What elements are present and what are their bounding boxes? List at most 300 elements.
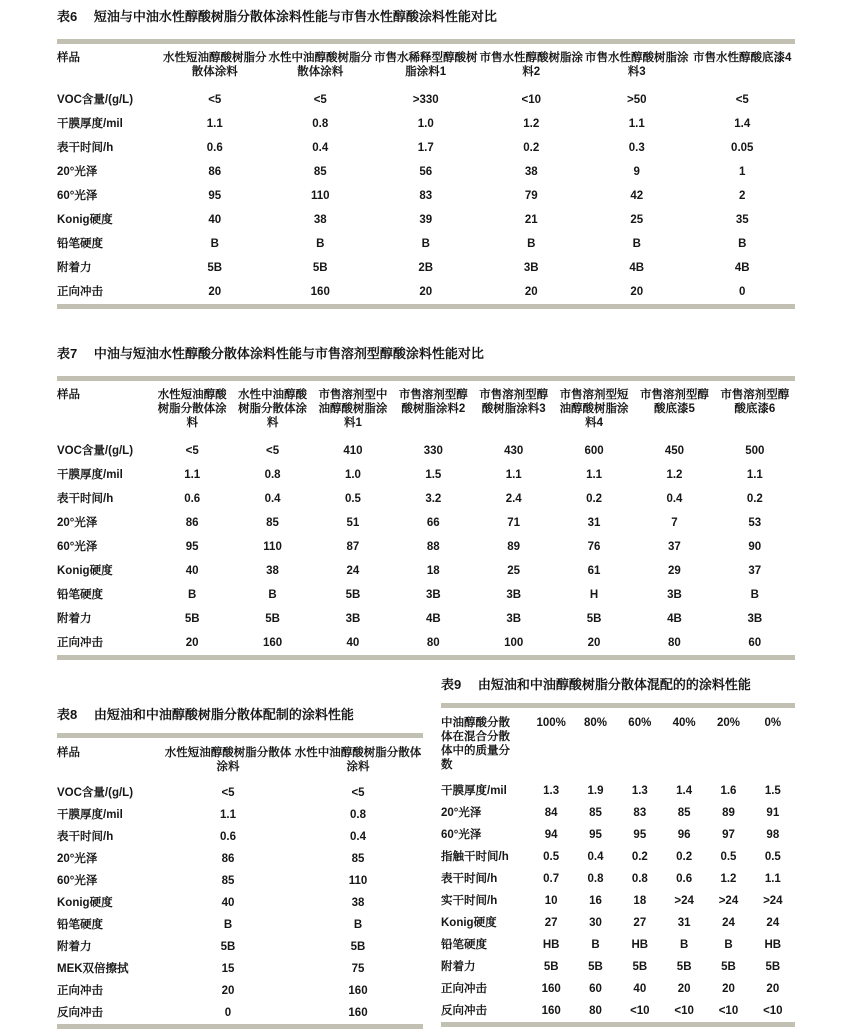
table-row	[57, 892, 423, 914]
cell: 1.1	[746, 469, 763, 481]
row-label: 干膜厚度/mil	[57, 809, 123, 821]
table-number: 表8	[57, 707, 78, 722]
cell: 0.2	[676, 851, 693, 863]
cell: <10	[718, 1005, 739, 1017]
cell: 0.05	[731, 142, 754, 154]
cell: 85	[266, 517, 279, 529]
table-head	[57, 736, 423, 783]
cell: 4B	[425, 613, 441, 625]
table8-section	[57, 706, 423, 1029]
cell: 53	[748, 517, 762, 529]
cell: 76	[587, 541, 601, 553]
cell: >24	[763, 895, 783, 907]
cell: 5B	[312, 262, 328, 274]
table6-title	[57, 8, 795, 26]
cell: 39	[419, 214, 433, 226]
cell: 0.8	[264, 469, 281, 481]
cell: 38	[266, 565, 279, 577]
cell: 3B	[345, 613, 361, 625]
cell: 5B	[220, 941, 236, 953]
table9-title	[441, 676, 795, 694]
cell: 0.5	[720, 851, 737, 863]
table-head	[57, 42, 795, 89]
cell: 31	[677, 917, 691, 929]
header-row	[57, 42, 795, 89]
header-row	[57, 736, 423, 783]
cell: 16	[589, 895, 602, 907]
cell: 3B	[425, 589, 441, 601]
cell: 110	[263, 541, 282, 553]
row-label: 表干时间/h	[57, 831, 114, 843]
row-label: 表干时间/h	[57, 493, 114, 505]
cell: B	[421, 238, 430, 250]
cell: B	[632, 238, 641, 250]
row-header-label: 中油醇酸分散体在混合分散体中的质量分数	[441, 717, 510, 771]
cell: 1.7	[417, 142, 434, 154]
cell: 160	[310, 286, 330, 298]
cell: <5	[221, 787, 235, 799]
column-header: 市售水性醇酸树脂涂料2	[479, 52, 583, 78]
cell: 1.2	[523, 118, 540, 130]
cell: 15	[221, 963, 235, 975]
cell: 89	[507, 541, 521, 553]
cell: B	[724, 939, 733, 951]
cell: 35	[735, 214, 749, 226]
cell: 3B	[523, 262, 539, 274]
cell: <10	[763, 1005, 783, 1017]
cell: 430	[504, 445, 524, 457]
cell: 2	[739, 190, 746, 202]
cell: <5	[266, 445, 280, 457]
row-label: 干膜厚度/mil	[57, 469, 123, 481]
table-row	[57, 136, 795, 160]
cell: 1.1	[586, 469, 603, 481]
table-body	[57, 782, 423, 1027]
table-number: 表9	[441, 677, 462, 692]
table-head	[57, 379, 795, 440]
row-label: Konig硬度	[441, 917, 497, 929]
cell: 18	[633, 895, 647, 907]
cell: 0.8	[587, 873, 604, 885]
cell: 25	[630, 214, 644, 226]
cell: 94	[544, 829, 558, 841]
cell: 24	[766, 917, 780, 929]
table-row	[57, 160, 795, 184]
bottom-two-column-area	[57, 676, 795, 1029]
cell: 500	[745, 445, 765, 457]
cell: 4B	[734, 262, 750, 274]
table-row	[441, 890, 795, 912]
cell: <5	[313, 94, 327, 106]
cell: 5B	[184, 613, 200, 625]
table-row	[57, 804, 423, 826]
column-header: 市售溶剂型醇酸树脂涂料3	[479, 389, 549, 415]
cell: 20	[185, 637, 199, 649]
cell: 37	[668, 541, 681, 553]
table-caption: 中油与短油水性醇酸分散体涂料性能与市售溶剂型醇酸涂料性能对比	[93, 346, 484, 361]
cell: 25	[507, 565, 521, 577]
table-number: 表7	[57, 346, 78, 361]
cell: 3B	[667, 589, 682, 601]
row-label: 60°光泽	[57, 190, 98, 202]
cell: >24	[674, 895, 694, 907]
cell: 5B	[207, 262, 223, 274]
cell: 1.1	[206, 118, 223, 130]
row-label: Konig硬度	[57, 897, 113, 909]
cell: 95	[185, 541, 199, 553]
cell: <10	[521, 94, 541, 106]
column-header: 水性中油醇酸树脂分散体涂料	[294, 747, 422, 773]
cell: 5B	[586, 613, 602, 625]
cell: 51	[346, 517, 360, 529]
table9-data-table	[441, 703, 795, 1027]
cell: <5	[208, 94, 222, 106]
row-label: 附着力	[57, 262, 92, 274]
row-header-label: 样品	[57, 389, 80, 401]
table9-section	[441, 676, 795, 1027]
row-label: 铅笔硬度	[57, 919, 103, 931]
column-header: 市售溶剂型醇酸树脂涂料2	[398, 389, 468, 415]
cell: 84	[544, 807, 558, 819]
header-row	[57, 379, 795, 440]
cell: 38	[524, 166, 538, 178]
cell: 29	[668, 565, 681, 577]
row-label: 干膜厚度/mil	[441, 785, 507, 797]
cell: 31	[587, 517, 601, 529]
column-header: 0%	[764, 717, 782, 729]
row-label: VOC含量/(g/L)	[57, 94, 134, 106]
cell: 5B	[676, 961, 692, 973]
cell: 30	[589, 917, 602, 929]
table-row	[57, 88, 795, 112]
table-row	[57, 232, 795, 256]
cell: <10	[674, 1005, 694, 1017]
cell: 91	[766, 807, 780, 819]
cell: 85	[589, 807, 602, 819]
cell: 85	[221, 875, 235, 887]
table-row	[57, 936, 423, 958]
cell: 89	[722, 807, 735, 819]
row-label: 20°光泽	[57, 166, 98, 178]
table-caption: 由短油和中油醇酸树脂分散体混配的的涂料性能	[477, 677, 751, 692]
table-body	[57, 88, 795, 307]
row-label: 正向冲击	[57, 985, 103, 997]
cell: 88	[426, 541, 440, 553]
row-label: 铅笔硬度	[57, 238, 103, 250]
cell: 1.5	[425, 469, 442, 481]
cell: HB	[542, 939, 560, 951]
cell: 86	[185, 517, 199, 529]
table7-section	[57, 345, 795, 660]
cell: 56	[419, 166, 433, 178]
cell: 1.2	[720, 873, 737, 885]
cell: B	[679, 939, 689, 951]
cell: 1.5	[764, 785, 781, 797]
cell: 4B	[629, 262, 645, 274]
table-row	[57, 1002, 423, 1027]
cell: 87	[346, 541, 360, 553]
cell: 5B	[543, 961, 559, 973]
cell: 4B	[667, 613, 682, 625]
cell: 95	[208, 190, 222, 202]
table-row	[57, 848, 423, 870]
cell: 1.1	[505, 469, 522, 481]
table-body	[57, 439, 795, 658]
row-label: 表干时间/h	[441, 873, 498, 885]
cell: 60	[589, 983, 602, 995]
table-number: 表6	[57, 9, 78, 24]
cell: 0.5	[764, 851, 781, 863]
cell: 0.2	[523, 142, 540, 154]
cell: 0	[739, 286, 746, 298]
cell: 86	[221, 853, 235, 865]
row-label: 正向冲击	[441, 983, 487, 995]
cell: 5B	[765, 961, 781, 973]
cell: 3B	[506, 589, 522, 601]
cell: 3B	[747, 613, 763, 625]
cell: 20	[419, 286, 433, 298]
column-header: 市售溶剂型中油醇酸树脂涂料1	[318, 389, 388, 429]
cell: 85	[677, 807, 691, 819]
cell: 80	[589, 1005, 602, 1017]
cell: B	[268, 589, 277, 601]
row-label: 20°光泽	[441, 807, 482, 819]
table8-title	[57, 706, 423, 724]
table-row	[57, 607, 795, 631]
cell: 79	[524, 190, 538, 202]
table-caption: 短油与中油水性醇酸树脂分散体涂料性能与市售水性醇酸涂料性能对比	[93, 9, 497, 24]
table-row	[57, 112, 795, 136]
cell: 1.1	[628, 118, 645, 130]
cell: 97	[722, 829, 735, 841]
cell: 110	[348, 875, 368, 887]
cell: 71	[507, 517, 521, 529]
column-header: 水性中油醇酸树脂分散体涂料	[238, 389, 308, 429]
cell: 1.1	[220, 809, 236, 821]
table-row	[57, 208, 795, 232]
cell: 330	[423, 445, 443, 457]
cell: 110	[310, 190, 330, 202]
row-label: 反向冲击	[57, 1007, 103, 1019]
cell: 2B	[418, 262, 434, 274]
cell: 20	[524, 286, 538, 298]
cell: 20	[722, 983, 735, 995]
cell: 37	[748, 565, 762, 577]
table-row	[57, 870, 423, 892]
row-label: 60°光泽	[57, 541, 98, 553]
column-header: 80%	[583, 717, 607, 729]
cell: 40	[633, 983, 647, 995]
cell: 1.2	[666, 469, 683, 481]
table-row	[57, 631, 795, 658]
cell: 27	[633, 917, 647, 929]
cell: 42	[630, 190, 644, 202]
cell: 600	[584, 445, 604, 457]
cell: B	[188, 589, 197, 601]
cell: <10	[630, 1005, 650, 1017]
row-label: 铅笔硬度	[57, 589, 103, 601]
table-row	[57, 826, 423, 848]
row-label: 附着力	[441, 961, 476, 973]
table-row	[441, 868, 795, 890]
cell: 40	[221, 897, 235, 909]
table-row	[57, 914, 423, 936]
column-header: 市售溶剂型醇酸底漆6	[720, 389, 790, 415]
cell: 3B	[506, 613, 522, 625]
cell: 0.4	[312, 142, 329, 154]
cell: 20	[587, 637, 601, 649]
cell: 0.8	[631, 873, 648, 885]
table-row	[57, 782, 423, 804]
table-row	[441, 956, 795, 978]
cell: 0.8	[350, 809, 366, 821]
cell: B	[210, 238, 219, 250]
cell: 0	[224, 1007, 232, 1019]
cell: 18	[426, 565, 440, 577]
table-row	[441, 846, 795, 868]
cell: 27	[544, 917, 558, 929]
table-row	[441, 912, 795, 934]
column-header: 40%	[672, 717, 696, 729]
cell: 85	[313, 166, 327, 178]
column-header: 市售溶剂型醇酸底漆5	[639, 389, 709, 415]
row-label: VOC含量/(g/L)	[57, 787, 134, 799]
cell: 450	[664, 445, 685, 457]
cell: 0.6	[206, 142, 223, 154]
cell: 9	[633, 166, 640, 178]
cell: 24	[346, 565, 360, 577]
cell: 40	[346, 637, 360, 649]
table-row	[441, 978, 795, 1000]
cell: 1.6	[720, 785, 737, 797]
cell: 86	[208, 166, 222, 178]
cell: 1.3	[543, 785, 560, 797]
row-label: 60°光泽	[441, 829, 482, 841]
cell: B	[527, 238, 536, 250]
column-header: 市售水性醇酸树脂涂料3	[585, 52, 689, 78]
row-label: Konig硬度	[57, 565, 113, 577]
cell: B	[316, 238, 325, 250]
cell: 0.5	[344, 493, 361, 505]
row-label: Konig硬度	[57, 214, 113, 226]
cell: B	[353, 919, 363, 931]
cell: <5	[185, 445, 199, 457]
row-header-label: 样品	[57, 52, 80, 64]
cell: 2.4	[505, 493, 522, 505]
cell: 80	[426, 637, 440, 649]
cell: 5B	[721, 961, 736, 973]
cell: 0.7	[543, 873, 560, 885]
row-label: 60°光泽	[57, 875, 98, 887]
row-label: VOC含量/(g/L)	[57, 445, 134, 457]
row-label: 正向冲击	[57, 637, 103, 649]
cell: 1.1	[184, 469, 201, 481]
cell: 5B	[632, 961, 648, 973]
row-label: 附着力	[57, 941, 92, 953]
cell: 95	[589, 829, 602, 841]
column-header: 水性短油醇酸树脂分散体涂料	[164, 747, 292, 773]
row-label: 附着力	[57, 613, 92, 625]
table7-title	[57, 345, 795, 363]
cell: <5	[735, 94, 749, 106]
cell: 38	[313, 214, 327, 226]
cell: 20	[630, 286, 644, 298]
cell: 7	[671, 517, 678, 529]
cell: 83	[419, 190, 433, 202]
table-row	[57, 487, 795, 511]
table-row	[57, 280, 795, 307]
cell: 21	[524, 214, 538, 226]
row-label: 指触干时间/h	[441, 851, 509, 863]
table-row	[441, 934, 795, 956]
cell: 100	[504, 637, 524, 649]
row-label: 铅笔硬度	[441, 939, 487, 951]
cell: 85	[351, 853, 365, 865]
cell: B	[738, 238, 747, 250]
cell: 160	[348, 985, 368, 997]
cell: 0.8	[312, 118, 329, 130]
cell: 5B	[350, 941, 366, 953]
table6-data-table	[57, 39, 795, 309]
table-row	[57, 463, 795, 487]
row-label: 20°光泽	[57, 853, 98, 865]
header-row	[441, 706, 795, 781]
table6-section	[57, 8, 795, 309]
column-header: 市售水稀释型醇酸树脂涂料1	[374, 52, 478, 78]
cell: 0.6	[676, 873, 693, 885]
table-row	[57, 958, 423, 980]
cell: 3.2	[425, 493, 442, 505]
row-label: 20°光泽	[57, 517, 98, 529]
cell: 0.4	[350, 831, 366, 843]
table-head	[441, 706, 795, 781]
row-label: 反向冲击	[441, 1005, 487, 1017]
table-row	[441, 780, 795, 802]
cell: HB	[631, 939, 649, 951]
cell: 5B	[588, 961, 603, 973]
table-row	[57, 980, 423, 1002]
cell: 5B	[345, 589, 361, 601]
cell: 0.2	[631, 851, 648, 863]
table-body	[441, 780, 795, 1025]
cell: 1.4	[676, 785, 693, 797]
cell: 80	[668, 637, 681, 649]
cell: 0.2	[746, 493, 763, 505]
cell: H	[589, 589, 599, 601]
table7-data-table	[57, 376, 795, 660]
table-row	[57, 535, 795, 559]
cell: 1.3	[631, 785, 648, 797]
cell: 96	[677, 829, 691, 841]
column-header: 100%	[536, 717, 566, 729]
cell: B	[750, 589, 759, 601]
cell: HB	[764, 939, 782, 951]
cell: 0.5	[543, 851, 560, 863]
cell: >50	[626, 94, 647, 106]
cell: 20	[766, 983, 780, 995]
table-row	[441, 802, 795, 824]
row-label: 正向冲击	[57, 286, 103, 298]
cell: 0.2	[586, 493, 603, 505]
column-header: 市售溶剂型短油醇酸树脂涂料4	[559, 389, 629, 429]
table-row	[57, 511, 795, 535]
column-header: 市售水性醇酸底漆4	[693, 52, 792, 64]
row-label: 干膜厚度/mil	[57, 118, 123, 130]
column-header: 60%	[628, 717, 652, 729]
cell: 40	[208, 214, 222, 226]
cell: 66	[426, 517, 440, 529]
column-header: 水性短油醇酸树脂分散体涂料	[163, 52, 267, 78]
